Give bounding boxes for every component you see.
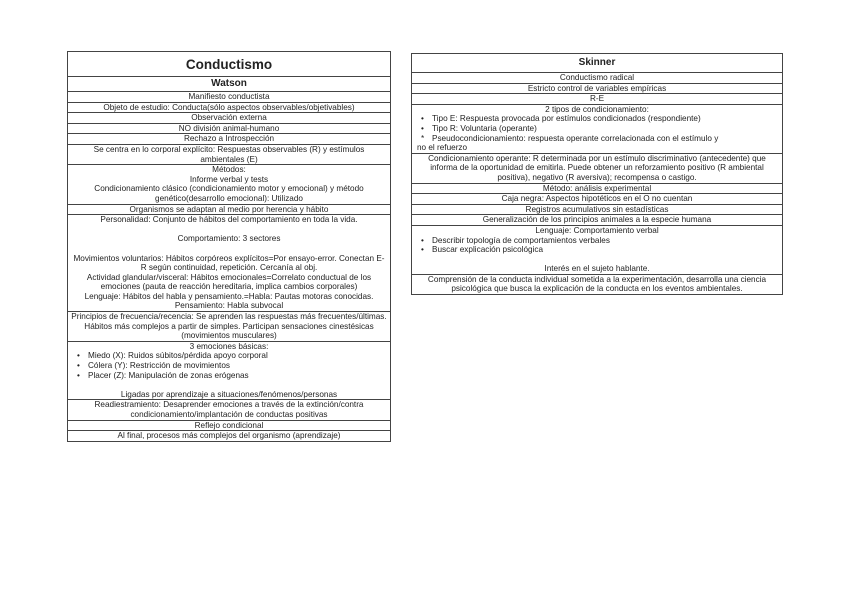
list-item-text: Placer (Z): Manipulación de zonas erógenas	[88, 370, 249, 380]
personality-line: Movimientos voluntarios: Hábitos corpóreos explícitos=Por ensayo-error. Conectan E-R según continuidad, repetición. Cercanía al obj.	[73, 253, 385, 273]
table-row: Registros acumulativos sin estadísticas	[412, 204, 783, 215]
asterisk-icon: *	[421, 133, 425, 143]
spacer	[415, 255, 779, 265]
table-row: Caja negra: Aspectos hipotéticos en el O no cuentan	[412, 194, 783, 205]
table-row: Método: análisis experimental	[412, 183, 783, 194]
watson-subtitle: Watson	[68, 77, 391, 92]
list-item	[415, 236, 779, 246]
personality-line: Comportamiento: 3 sectores	[177, 234, 281, 244]
list-item-text: Tipo E: Respuesta provocada por estímulos condicionados (respondiente)	[432, 114, 701, 124]
table-row: R-E	[412, 94, 783, 105]
list-item	[415, 124, 779, 134]
table-row: Objeto de estudio: Conducta(sólo aspectos observables/objetivables)	[68, 102, 391, 113]
emotions-list	[71, 351, 387, 380]
bullet-icon: •	[421, 245, 424, 255]
methods-cell	[68, 165, 391, 204]
table-row: NO división animal-humano	[68, 123, 391, 134]
list-item-text: Miedo (X): Ruidos súbitos/pérdida apoyo corporal	[88, 351, 268, 361]
watson-table	[67, 51, 391, 442]
list-item	[415, 134, 779, 144]
list-item	[415, 245, 779, 255]
personality-line: Personalidad: Conjunto de hábitos del comportamiento en toda la vida.	[100, 215, 358, 225]
list-item-continuation: no el refuerzo	[417, 143, 468, 153]
personality-line	[71, 244, 387, 254]
language-cell	[412, 225, 783, 274]
list-item-text: Describir topología de comportamientos verbales	[432, 235, 610, 245]
methods-line: Métodos:	[212, 165, 246, 175]
conditioning-list	[415, 114, 779, 152]
personality-cell	[68, 215, 391, 312]
table-row: Condicionamiento operante: R determinada por un estímulo discriminativo (antecedente) que informa de la oportunidad de emitirla. Puede obtener un reforzamiento positivo (R ambiental positiva), negativo (R aversiva); recompensa o castigo.	[412, 153, 783, 183]
table-row: Se centra en lo corporal explícito: Respuestas observables (R) y estímulos ambientales (E)	[68, 144, 391, 164]
bullet-icon: •	[421, 114, 424, 124]
table-row: Comprensión de la conducta individual sometida a la experimentación, desarrolla una ciencia psicológica que busca la explicación de la conducta en los eventos ambientales.	[412, 274, 783, 294]
list-item	[71, 361, 387, 371]
bullet-icon: •	[77, 351, 80, 361]
table-row: Al final, procesos más complejos del organismo (aprendizaje)	[68, 431, 391, 442]
skinner-title: Skinner	[412, 54, 783, 73]
table-row: Organismos se adaptan al medio por herencia y hábito	[68, 204, 391, 215]
table-row: Generalización de los principios animales a la especie humana	[412, 215, 783, 226]
conditioning-heading: 2 tipos de condicionamiento:	[545, 104, 649, 114]
table-row: Reflejo condicional	[68, 420, 391, 431]
list-item-text: Pseudocondicionamiento: respuesta operante correlacionada con el estímulo y	[432, 133, 719, 143]
personality-line: Actividad glandular/visceral: Hábitos emocionales=Correlato conductual de los emociones (pauta de reacción hereditaria, implica cambios corporales)	[86, 272, 372, 292]
table-row: Estricto control de variables empíricas	[412, 83, 783, 94]
emotions-cell	[68, 341, 391, 400]
spacer	[71, 380, 387, 390]
skinner-table	[411, 53, 783, 295]
personality-line	[71, 225, 387, 235]
list-item	[71, 351, 387, 361]
table-row: Manifiesto conductista	[68, 92, 391, 103]
list-item-text: Tipo R: Voluntaria (operante)	[432, 123, 537, 133]
language-footer: Interés en el sujeto hablante.	[544, 264, 650, 274]
conditioning-cell	[412, 104, 783, 153]
emotions-footer: Ligadas por aprendizaje a situaciones/fenómenos/personas	[120, 389, 338, 399]
methods-line: Informe verbal y tests	[189, 174, 269, 184]
list-item-text: Buscar explicación psicológica	[432, 245, 544, 255]
emotions-heading: 3 emociones básicas:	[189, 341, 269, 351]
list-item	[71, 371, 387, 381]
list-item-text: Cólera (Y): Restricción de movimientos	[88, 361, 230, 371]
table-row: Principios de frecuencia/recencia: Se aprenden las respuestas más frecuentes/últimas. Hábitos más complejos a partir de simples. Participan sensaciones cinestésicas (movimientos musculares)	[68, 312, 391, 342]
bullet-icon: •	[421, 123, 424, 133]
table-row: Rechazo a Introspección	[68, 134, 391, 145]
list-item	[415, 114, 779, 124]
table-row: Conductismo radical	[412, 73, 783, 84]
table-row: Observación externa	[68, 113, 391, 124]
bullet-icon: •	[77, 361, 80, 371]
table-row: Readiestramiento: Desaprender emociones a través de la extinción/contra condicionamiento/implantación de conductas positivas	[68, 400, 391, 420]
methods-line: Condicionamiento clásico (condicionamiento motor y emocional) y método genético(desarrollo emocional): Utilizado	[94, 184, 364, 203]
language-heading: Lenguaje: Comportamiento verbal	[535, 225, 659, 235]
bullet-icon: •	[77, 370, 80, 380]
language-list	[415, 236, 779, 255]
bullet-icon: •	[421, 235, 424, 245]
personality-line: Lenguaje: Hábitos del habla y pensamiento.=Habla: Pautas motoras conocidas. Pensamiento: Habla subvocal	[84, 291, 374, 311]
conductismo-title: Conductismo	[68, 52, 391, 77]
